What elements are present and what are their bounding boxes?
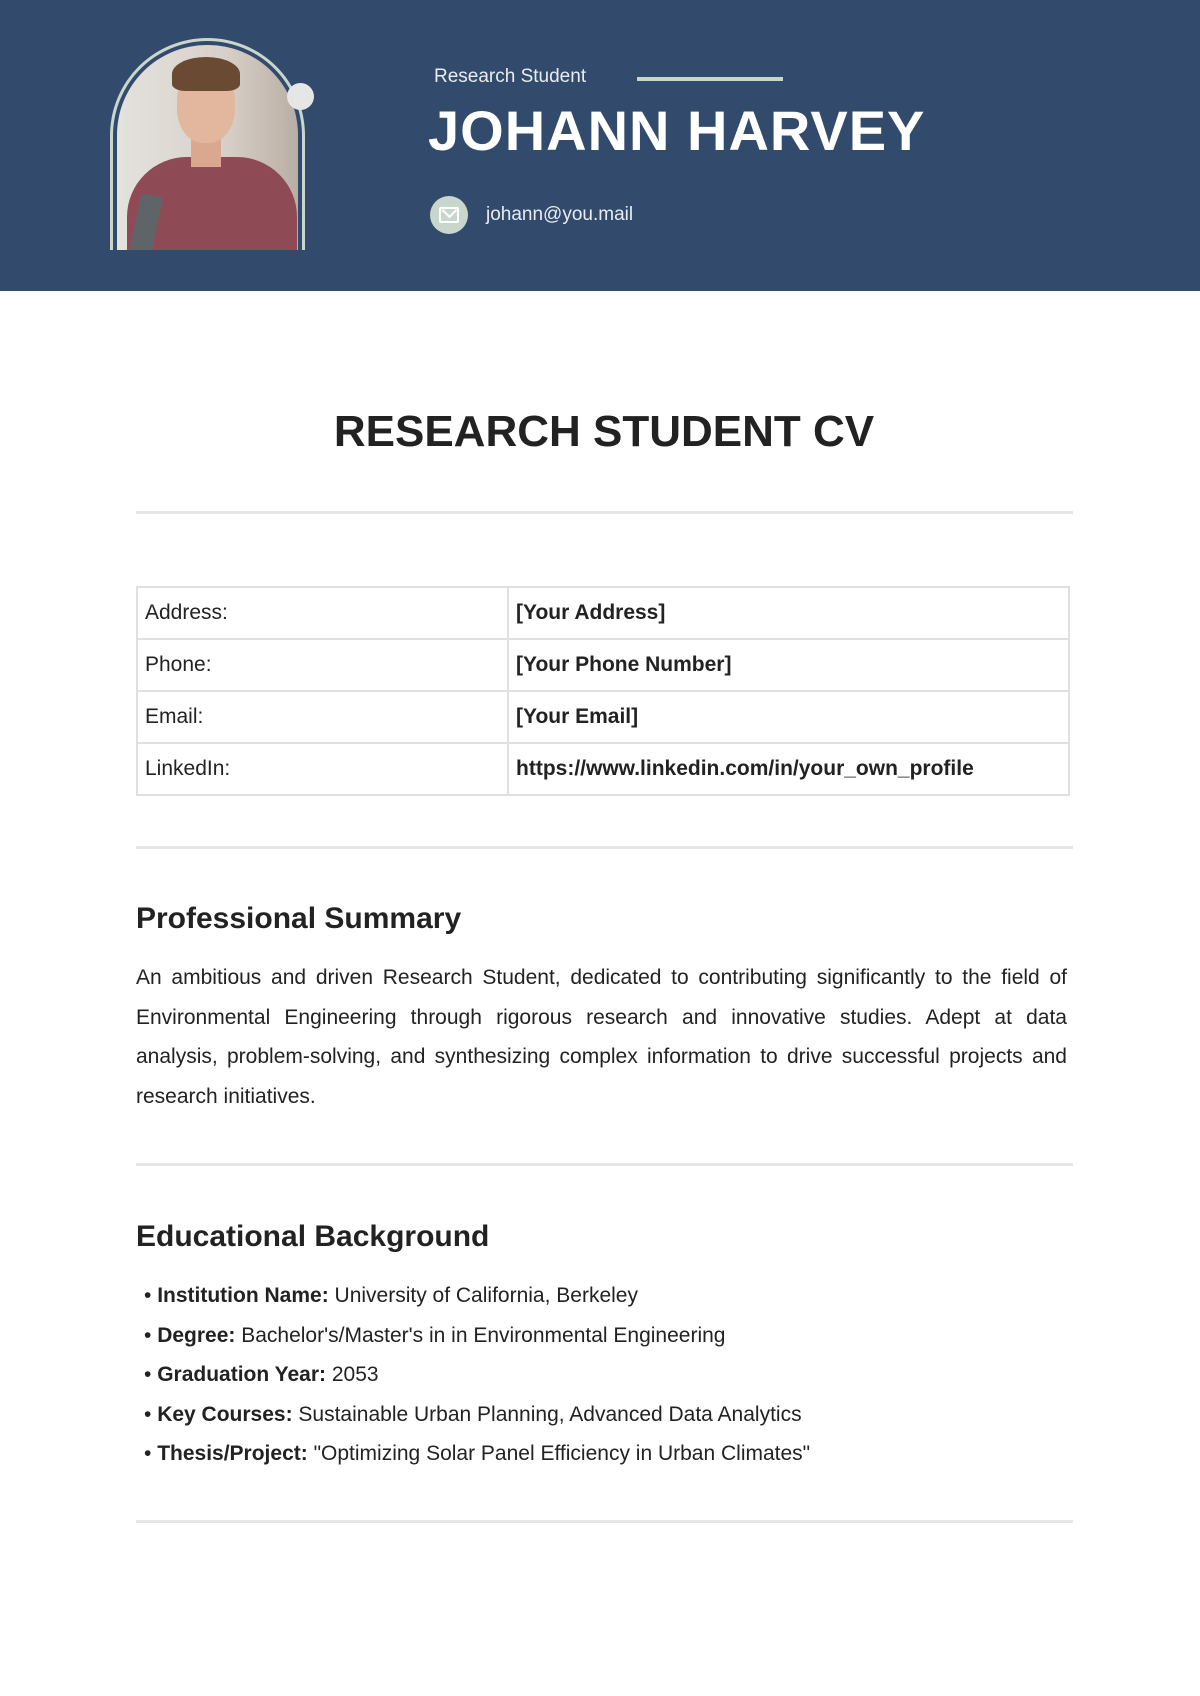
- decorative-dot: [287, 83, 314, 110]
- job-subtitle: Research Student: [434, 66, 587, 87]
- contact-table: [136, 586, 1070, 796]
- education-list: [144, 1276, 810, 1474]
- table-row: [137, 691, 1069, 743]
- subtitle-divider: [637, 77, 783, 81]
- page-title: RESEARCH STUDENT CV: [333, 407, 875, 456]
- education-heading: Educational Background: [136, 1220, 490, 1253]
- list-item: • Key Courses: Sustainable Urban Planning, Advanced Data Analytics: [144, 1395, 810, 1435]
- row-value: [Your Address]: [508, 587, 1069, 639]
- list-item: • Institution Name: University of California, Berkeley: [144, 1276, 810, 1316]
- table-row: [137, 587, 1069, 639]
- divider: [136, 846, 1073, 849]
- divider: [136, 511, 1073, 514]
- row-label: Phone:: [137, 639, 508, 691]
- row-label: Address:: [137, 587, 508, 639]
- header-banner: [0, 0, 1200, 291]
- summary-heading: Professional Summary: [136, 902, 462, 935]
- row-value: [Your Phone Number]: [508, 639, 1069, 691]
- list-item: • Degree: Bachelor's/Master's in in Environmental Engineering: [144, 1316, 810, 1356]
- summary-text: An ambitious and driven Research Student, dedicated to contributing significantly to the field of Environmental Engineering through rigorous research and innovative studies. Adept at data analysis, problem-solving, and synthesizing complex information to drive successful projects and research initiatives.: [136, 966, 1067, 1108]
- candidate-name: JOHANN HARVEY: [428, 99, 926, 162]
- table-row: [137, 743, 1069, 795]
- table-row: [137, 639, 1069, 691]
- row-label: Email:: [137, 691, 508, 743]
- row-value[interactable]: https://www.linkedin.com/in/your_own_profile: [508, 743, 1069, 795]
- mail-icon: [430, 196, 468, 234]
- profile-photo: [117, 45, 298, 250]
- list-item: • Graduation Year: 2053: [144, 1355, 810, 1395]
- header-email[interactable]: johann@you.mail: [486, 204, 634, 225]
- divider: [136, 1520, 1073, 1523]
- divider: [136, 1163, 1073, 1166]
- list-item: • Thesis/Project: "Optimizing Solar Panel Efficiency in Urban Climates": [144, 1434, 810, 1474]
- row-label: LinkedIn:: [137, 743, 508, 795]
- row-value: [Your Email]: [508, 691, 1069, 743]
